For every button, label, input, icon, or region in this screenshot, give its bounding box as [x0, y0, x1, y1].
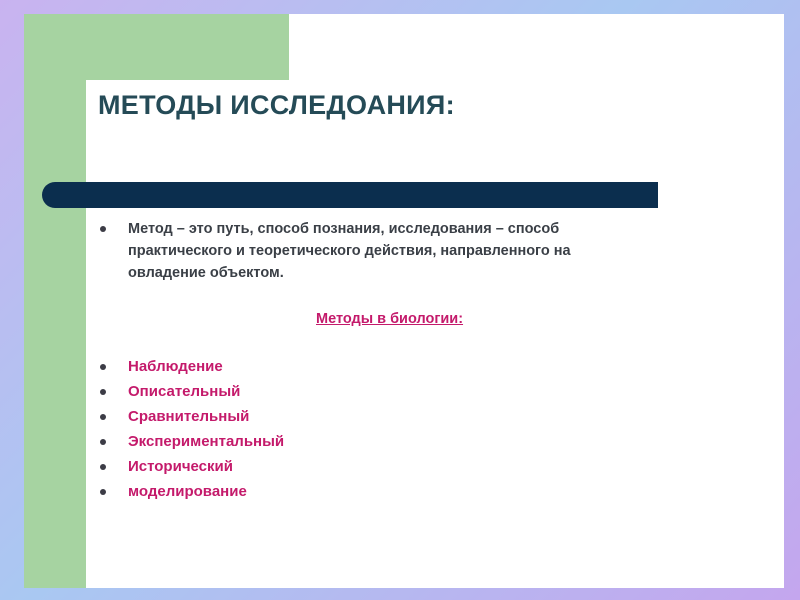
- bullet-icon: [100, 414, 106, 420]
- method-label: Наблюдение: [128, 358, 223, 375]
- method-item: [100, 481, 284, 506]
- method-item: [100, 406, 284, 431]
- green-accent-top: [24, 14, 289, 80]
- green-accent-left: [24, 14, 86, 588]
- bullet-icon: [100, 226, 106, 232]
- method-item: [100, 356, 284, 381]
- methods-subheading: Методы в биологии:: [316, 311, 464, 327]
- bullet-icon: [100, 389, 106, 395]
- divider-bar: [42, 182, 658, 208]
- definition-list: [100, 218, 740, 284]
- bullet-icon: [100, 489, 106, 495]
- method-label: Исторический: [128, 458, 233, 475]
- method-label: Описательный: [128, 383, 241, 400]
- method-item: [100, 456, 284, 481]
- definition-item: [100, 218, 740, 284]
- slide: [24, 14, 784, 588]
- slide-title: МЕТОДЫ ИССЛЕДОАНИЯ:: [98, 90, 455, 120]
- method-label: Экспериментальный: [128, 433, 285, 450]
- method-item: [100, 431, 284, 456]
- method-label: Сравнительный: [128, 408, 250, 425]
- bullet-icon: [100, 464, 106, 470]
- definition-line-1: Метод – это путь, способ познания, исследования – способ: [128, 221, 560, 237]
- definition-line-2: практического и теоретического действия, направленного на: [128, 243, 571, 259]
- method-label: моделирование: [128, 483, 247, 500]
- bullet-icon: [100, 364, 106, 370]
- definition-line-3: овладение объектом.: [128, 265, 284, 281]
- methods-list: [100, 356, 284, 506]
- bullet-icon: [100, 439, 106, 445]
- method-item: [100, 381, 284, 406]
